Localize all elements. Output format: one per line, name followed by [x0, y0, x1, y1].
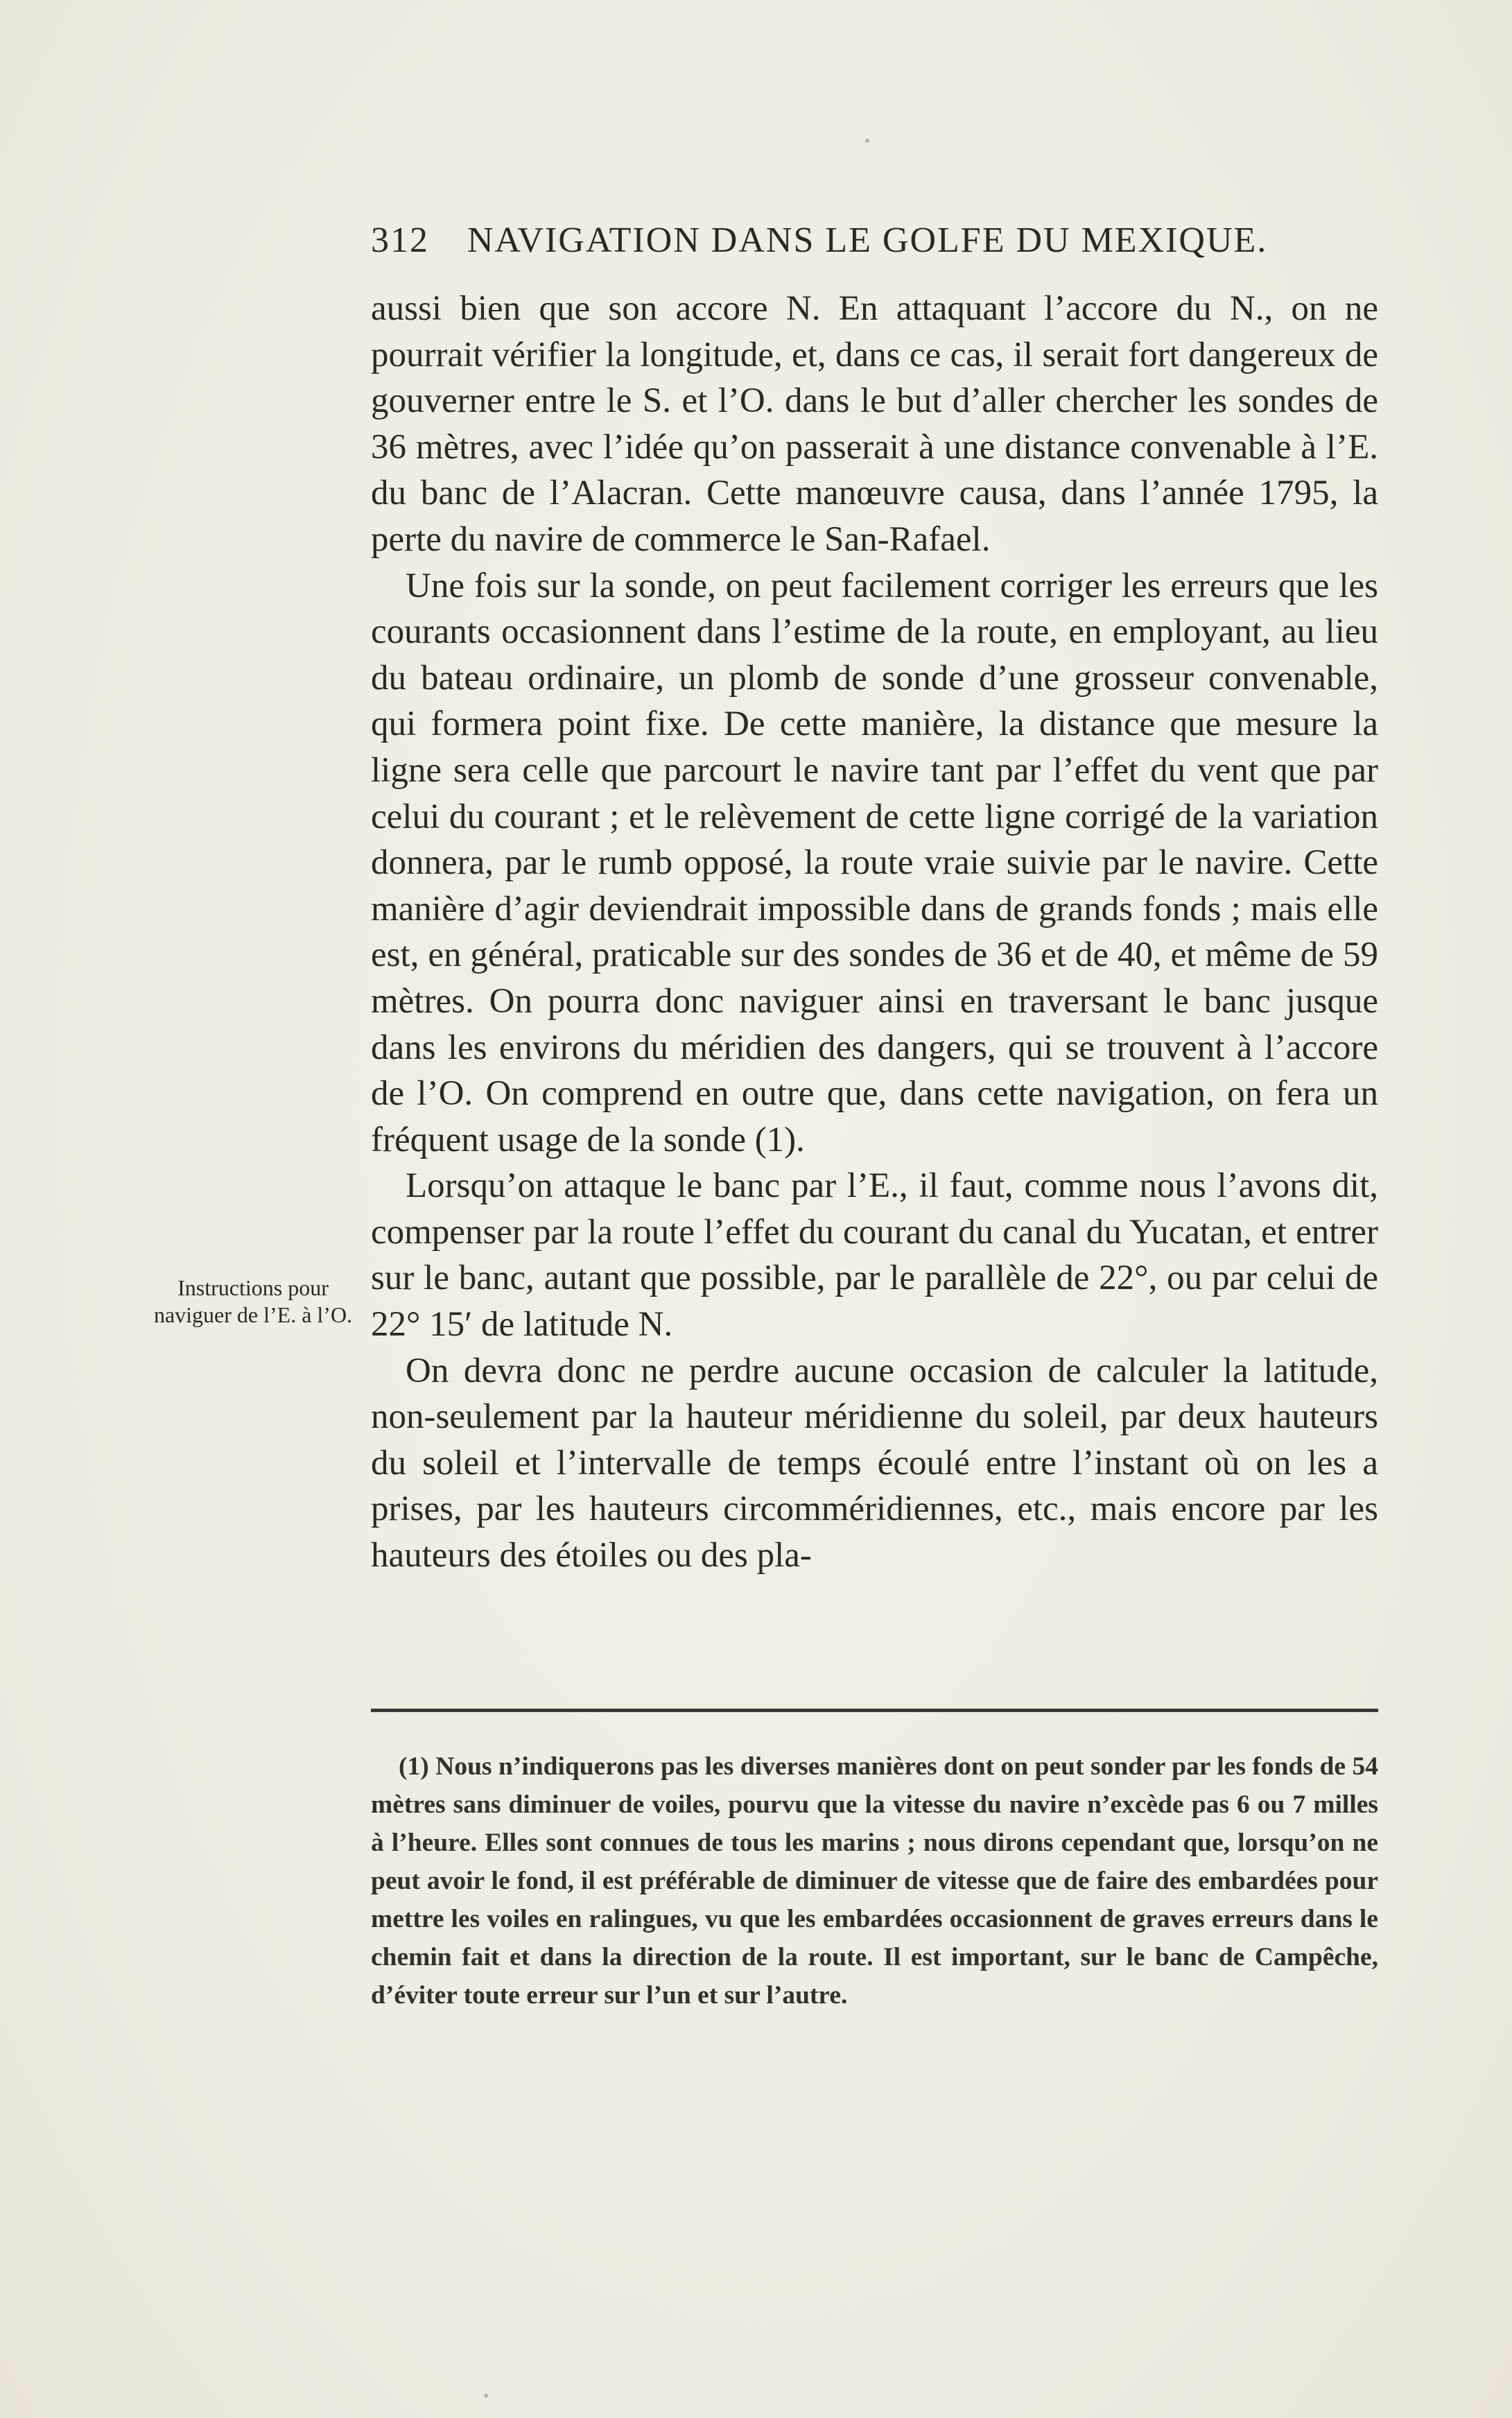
- paragraph: Une fois sur la sonde, on peut facilement corriger les erreurs que les courants occasionnent dans l’estime de la route, en employant, au lieu du bateau ordinaire, un plomb de sonde d’une grosseur convenable, qui formera point fixe. De cette manière, la distance que mesure la ligne sera celle que parcourt le navire tant par l’effet du vent que par celui du courant ; et le relèvement de cette ligne corrigé de la variation donnera, par le rumb opposé, la route vraie suivie par le navire. Cette manière d’agir deviendrait impossible dans de grands fonds ; mais elle est, en général, praticable sur des sondes de 36 et de 40, et même de 59 mètres. On pourra donc naviguer ainsi en traversant le banc jusque dans les environs du méridien des dangers, qui se trouvent à l’accore de l’O. On comprend en outre que, dans cette navigation, on fera un fréquent usage de la sonde (1).: [371, 566, 1378, 1159]
- paragraph: Lorsqu’on attaque le banc par l’E., il faut, comme nous l’avons dit, compenser par la route l’effet du courant du canal du Yucatan, et entrer sur le banc, autant que possible, par le parallèle de 22°, ou par celui de 22° 15′ de latitude N.: [371, 1166, 1378, 1345]
- footnote-text: (1) Nous n’indiquerons pas les diverses manières dont on peut sonder par les fonds de 54 mètres sans diminuer de voiles, pourvu que la vitesse du navire n’excède pas 6 ou 7 milles à l’heure. Elles sont connues de tous les marins ; nous dirons cependant que, lorsqu’on ne peut avoir le fond, il est préférable de diminuer de vitesse que de faire des embardées pour mettre les voiles en ralingues, vu que les embardées occasionnent de graves erreurs dans le chemin fait et dans la direction de la route. Il est important, sur le banc de Campêche, d’éviter toute erreur sur l’un et sur l’autre.: [371, 1752, 1378, 2010]
- footnote-divider: [371, 1709, 1378, 1712]
- paragraph: On devra donc ne perdre aucune occasion de calculer la latitude, non-seulement par la hauteur méridienne du soleil, par deux hauteurs du soleil et l’intervalle de temps écoulé entre l’instant où on les a prises, par les hauteurs circomméridiennes, etc., mais encore par les hauteurs des étoiles ou des pla-: [371, 1351, 1378, 1575]
- running-title: NAVIGATION DANS LE GOLFE DU MEXIQUE.: [467, 221, 1268, 260]
- paper-speck: [484, 2394, 488, 2398]
- paragraph: aussi bien que son accore N. En attaquant l’accore du N., on ne pourrait vérifier la longitude, et, dans ce cas, il serait fort dangereux de gouverner entre le S. et l’O. dans le but d’aller chercher les sondes de 36 mètres, avec l’idée qu’on passerait à une distance convenable à l’E. du banc de l’Alacran. Cette manœuvre causa, dans l’année 1795, la perte du navire de commerce le San-Rafael.: [371, 289, 1378, 559]
- body-text: [371, 286, 1378, 1579]
- page-number: 312: [371, 221, 429, 260]
- paper-speck: [865, 139, 869, 143]
- footnote: [371, 1747, 1378, 2014]
- margin-note: Instructions pour naviguer de l’E. à l’O.: [153, 1275, 353, 1327]
- running-header: [371, 216, 1272, 265]
